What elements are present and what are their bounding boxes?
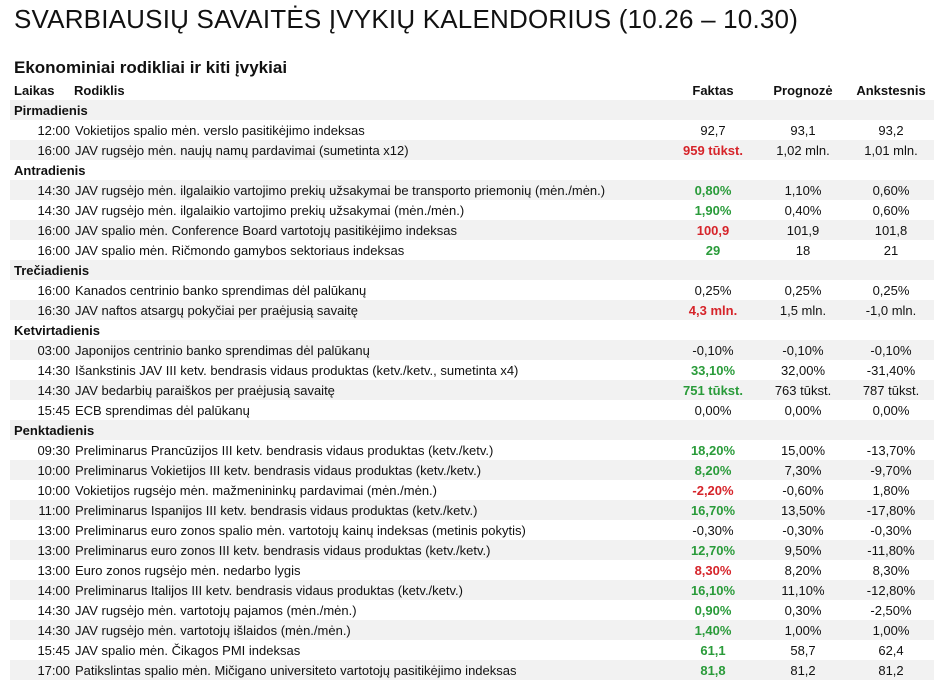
table-row: [10, 440, 934, 460]
table-row: [10, 180, 934, 200]
events-table: [10, 80, 934, 680]
day-label: Penktadienis: [10, 420, 934, 440]
event-indicator: JAV rugsėjo mėn. vartotojų išlaidos (mėn./mėn.): [74, 620, 668, 640]
table-row: [10, 520, 934, 540]
event-indicator: Preliminarus Vokietijos III ketv. bendrasis vidaus produktas (ketv./ketv.): [74, 460, 668, 480]
event-previous: 93,2: [878, 122, 904, 138]
event-previous: 1,01 mln.: [848, 140, 934, 160]
event-indicator: JAV rugsėjo mėn. ilgalaikio vartojimo prekių užsakymai be transporto priemonių (mėn./mėn.): [74, 180, 668, 200]
event-forecast: 763 tūkst.: [758, 380, 848, 400]
event-actual: 959 tūkst.: [668, 140, 758, 160]
event-actual: 33,10%: [690, 362, 736, 378]
table-row: [10, 380, 934, 400]
event-previous: -2,50%: [870, 602, 912, 618]
event-forecast: 101,9: [758, 220, 848, 240]
header-actual: Faktas: [692, 82, 734, 98]
event-previous: -11,80%: [848, 540, 934, 560]
event-previous: 101,8: [848, 220, 934, 240]
event-time: 14:30: [37, 602, 70, 618]
table-row: [10, 120, 934, 140]
event-previous: 787 tūkst.: [848, 380, 934, 400]
event-indicator: Vokietijos spalio mėn. verslo pasitikėjimo indeksas: [75, 122, 365, 138]
event-time: 13:00: [37, 522, 70, 538]
event-time: 03:00: [10, 340, 74, 360]
event-previous: 21: [883, 242, 899, 258]
event-previous: 1,80%: [872, 482, 910, 498]
event-indicator: JAV naftos atsargų pokyčiai per praėjusią savaitę: [74, 300, 668, 320]
day-header-row: [10, 320, 934, 340]
event-previous: -9,70%: [848, 460, 934, 480]
event-actual: 0,80%: [668, 180, 758, 200]
event-time: 14:30: [37, 362, 70, 378]
event-forecast: 81,2: [758, 660, 848, 680]
event-indicator: Preliminarus euro zonos spalio mėn. vartotojų kainų indeksas (metinis pokytis): [75, 522, 526, 538]
table-row: [10, 460, 934, 480]
event-time: 13:00: [37, 562, 70, 578]
event-actual: -0,30%: [692, 522, 734, 538]
event-time: 11:00: [10, 500, 74, 520]
event-time: 15:45: [37, 402, 70, 418]
page-title: SVARBIAUSIŲ SAVAITĖS ĮVYKIŲ KALENDORIUS (10.26 – 10.30): [14, 4, 799, 34]
event-forecast: 1,00%: [758, 620, 848, 640]
event-forecast: -0,10%: [758, 340, 848, 360]
event-indicator: JAV spalio mėn. Ričmondo gamybos sektoriaus indeksas: [75, 242, 405, 258]
event-indicator: JAV rugsėjo mėn. naujų namų pardavimai (sumetinta x12): [74, 140, 668, 160]
event-actual: 18,20%: [690, 442, 736, 458]
table-row: [10, 200, 934, 220]
day-label: Antradienis: [14, 162, 86, 178]
event-previous: 0,60%: [872, 202, 910, 218]
event-actual: 12,70%: [668, 540, 758, 560]
event-previous: 0,60%: [848, 180, 934, 200]
table-row: [10, 620, 934, 640]
event-previous: 0,00%: [872, 402, 910, 418]
table-row: [10, 540, 934, 560]
event-time: 10:00: [37, 482, 70, 498]
event-previous: 1,00%: [848, 620, 934, 640]
event-actual: 100,9: [668, 220, 758, 240]
event-indicator: Vokietijos rugsėjo mėn. mažmenininkų pardavimai (mėn./mėn.): [75, 482, 437, 498]
event-actual: 0,25%: [694, 282, 732, 298]
table-row: [10, 360, 934, 380]
event-actual: 1,90%: [694, 202, 732, 218]
event-indicator: Kanados centrinio banko sprendimas dėl palūkanų: [75, 282, 367, 298]
event-forecast: 11,10%: [758, 580, 848, 600]
event-actual: 0,00%: [694, 402, 732, 418]
event-actual: 4,3 mln.: [668, 300, 758, 320]
event-previous: -0,10%: [848, 340, 934, 360]
events-table-body: [10, 80, 934, 680]
event-indicator: Išankstinis JAV III ketv. bendrasis vidaus produktas (ketv./ketv., sumetinta x4): [75, 362, 519, 378]
event-previous: 62,4: [878, 642, 904, 658]
day-header-row: [10, 100, 934, 120]
event-actual: 61,1: [700, 642, 726, 658]
day-header-row: [10, 420, 934, 440]
table-row: [10, 660, 934, 680]
event-indicator: JAV spalio mėn. Conference Board vartotojų pasitikėjimo indeksas: [74, 220, 668, 240]
day-label: Pirmadienis: [10, 100, 934, 120]
table-header-row: [10, 80, 934, 100]
event-forecast: 15,00%: [780, 442, 826, 458]
day-header-row: [10, 160, 934, 180]
table-row: [10, 280, 934, 300]
event-time: 14:30: [10, 620, 74, 640]
event-forecast: -0,60%: [782, 482, 824, 498]
section-title: Ekonominiai rodikliai ir kiti įvykiai: [14, 58, 288, 77]
event-forecast: 93,1: [790, 122, 816, 138]
table-row: [10, 560, 934, 580]
event-forecast: 18: [795, 242, 811, 258]
event-indicator: Euro zonos rugsėjo mėn. nedarbo lygis: [75, 562, 301, 578]
event-indicator: ECB sprendimas dėl palūkanų: [75, 402, 250, 418]
table-row: [10, 220, 934, 240]
event-previous: -1,0 mln.: [848, 300, 934, 320]
event-actual: -0,10%: [668, 340, 758, 360]
header-previous: Ankstesnis: [856, 82, 926, 98]
event-time: 16:00: [10, 140, 74, 160]
event-previous: 0,25%: [872, 282, 910, 298]
event-forecast: 13,50%: [758, 500, 848, 520]
table-row: [10, 300, 934, 320]
event-indicator: Patikslintas spalio mėn. Mičigano universiteto vartotojų pasitikėjimo indeksas: [74, 660, 668, 680]
event-forecast: 0,30%: [784, 602, 822, 618]
event-indicator: Preliminarus euro zonos III ketv. bendrasis vidaus produktas (ketv./ketv.): [74, 540, 668, 560]
day-label: Trečiadienis: [10, 260, 934, 280]
table-row: [10, 480, 934, 500]
event-actual: 81,8: [668, 660, 758, 680]
event-actual: 8,20%: [668, 460, 758, 480]
event-forecast: 0,25%: [784, 282, 822, 298]
table-row: [10, 600, 934, 620]
event-previous: -13,70%: [866, 442, 916, 458]
event-indicator: JAV spalio mėn. Čikagos PMI indeksas: [75, 642, 301, 658]
event-actual: 92,7: [700, 122, 726, 138]
event-time: 14:30: [10, 180, 74, 200]
event-time: 12:00: [37, 122, 70, 138]
header-forecast: Prognozė: [773, 82, 833, 98]
event-forecast: 8,20%: [784, 562, 822, 578]
event-actual: -2,20%: [692, 482, 734, 498]
event-actual: 1,40%: [668, 620, 758, 640]
table-row: [10, 240, 934, 260]
table-row: [10, 140, 934, 160]
event-forecast: 0,00%: [784, 402, 822, 418]
event-time: 14:30: [10, 380, 74, 400]
header-time: Laikas: [14, 82, 55, 98]
event-indicator: JAV rugsėjo mėn. ilgalaikio vartojimo prekių užsakymai (mėn./mėn.): [75, 202, 465, 218]
event-actual: 29: [705, 242, 721, 258]
table-row: [10, 340, 934, 360]
event-indicator: Preliminarus Ispanijos III ketv. bendrasis vidaus produktas (ketv./ketv.): [74, 500, 668, 520]
event-previous: -17,80%: [848, 500, 934, 520]
event-time: 16:30: [10, 300, 74, 320]
event-forecast: 1,5 mln.: [758, 300, 848, 320]
event-actual: 0,90%: [694, 602, 732, 618]
event-indicator: Preliminarus Prancūzijos III ketv. bendrasis vidaus produktas (ketv./ketv.): [75, 442, 494, 458]
table-row: [10, 640, 934, 660]
event-time: 16:00: [37, 242, 70, 258]
event-previous: -31,40%: [866, 362, 916, 378]
table-row: [10, 400, 934, 420]
event-time: 14:00: [10, 580, 74, 600]
event-indicator: Japonijos centrinio banko sprendimas dėl palūkanų: [74, 340, 668, 360]
event-forecast: 58,7: [790, 642, 816, 658]
event-forecast: 0,40%: [784, 202, 822, 218]
event-time: 17:00: [10, 660, 74, 680]
day-header-row: [10, 260, 934, 280]
event-time: 14:30: [37, 202, 70, 218]
event-forecast: 9,50%: [758, 540, 848, 560]
event-indicator: JAV rugsėjo mėn. vartotojų pajamos (mėn./mėn.): [75, 602, 357, 618]
event-time: 16:00: [10, 220, 74, 240]
event-previous: -12,80%: [848, 580, 934, 600]
event-time: 15:45: [37, 642, 70, 658]
event-actual: 16,70%: [668, 500, 758, 520]
event-time: 13:00: [10, 540, 74, 560]
event-time: 09:30: [37, 442, 70, 458]
day-label: Ketvirtadienis: [14, 322, 100, 338]
table-row: [10, 580, 934, 600]
event-indicator: Preliminarus Italijos III ketv. bendrasis vidaus produktas (ketv./ketv.): [74, 580, 668, 600]
event-actual: 751 tūkst.: [668, 380, 758, 400]
event-indicator: JAV bedarbių paraiškos per praėjusią savaitę: [74, 380, 668, 400]
event-previous: 81,2: [848, 660, 934, 680]
event-forecast: 7,30%: [758, 460, 848, 480]
event-time: 16:00: [37, 282, 70, 298]
event-forecast: 1,10%: [758, 180, 848, 200]
event-forecast: 1,02 mln.: [758, 140, 848, 160]
table-row: [10, 500, 934, 520]
event-previous: 8,30%: [872, 562, 910, 578]
event-previous: -0,30%: [870, 522, 912, 538]
event-actual: 8,30%: [694, 562, 732, 578]
event-time: 10:00: [10, 460, 74, 480]
event-forecast: -0,30%: [782, 522, 824, 538]
header-indicator: Rodiklis: [74, 82, 125, 98]
event-forecast: 32,00%: [780, 362, 826, 378]
event-actual: 16,10%: [668, 580, 758, 600]
